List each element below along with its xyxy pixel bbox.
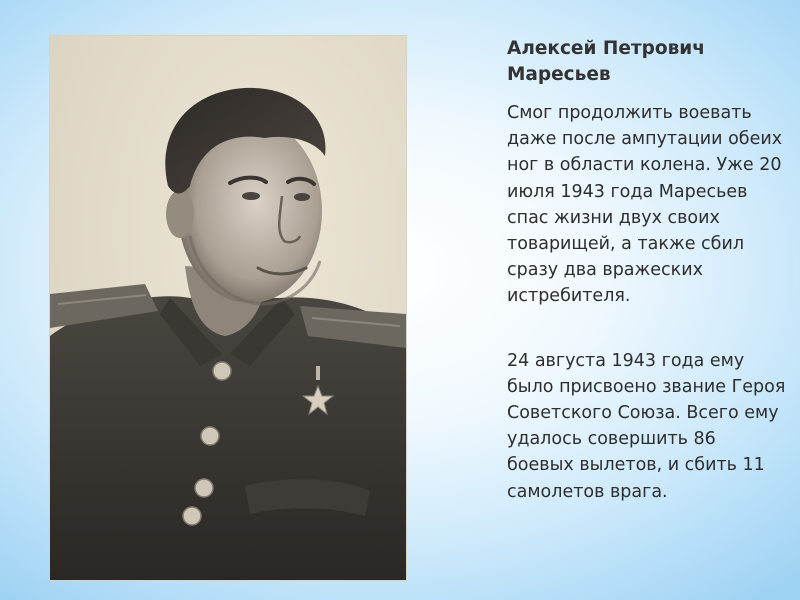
biography-paragraph-2: 24 августа 1943 года ему было присвоено звание Героя Советского Союза. Всего ему удалось совершить 86 боевых вылетов, и сбить 11 самолетов врага. (507, 350, 786, 502)
biography-paragraph-1: Смог продолжить воевать даже после ампутации обеих ног в области колена. Уже 20 июля 1943 года Маресьев спас жизни двух своих товарищей, а также сбил сразу два вражеских истребителя. (507, 103, 783, 307)
person-name-heading: Алексей Петрович Маресьев (507, 38, 705, 85)
portrait-photo (50, 36, 406, 580)
text-column (507, 36, 787, 505)
